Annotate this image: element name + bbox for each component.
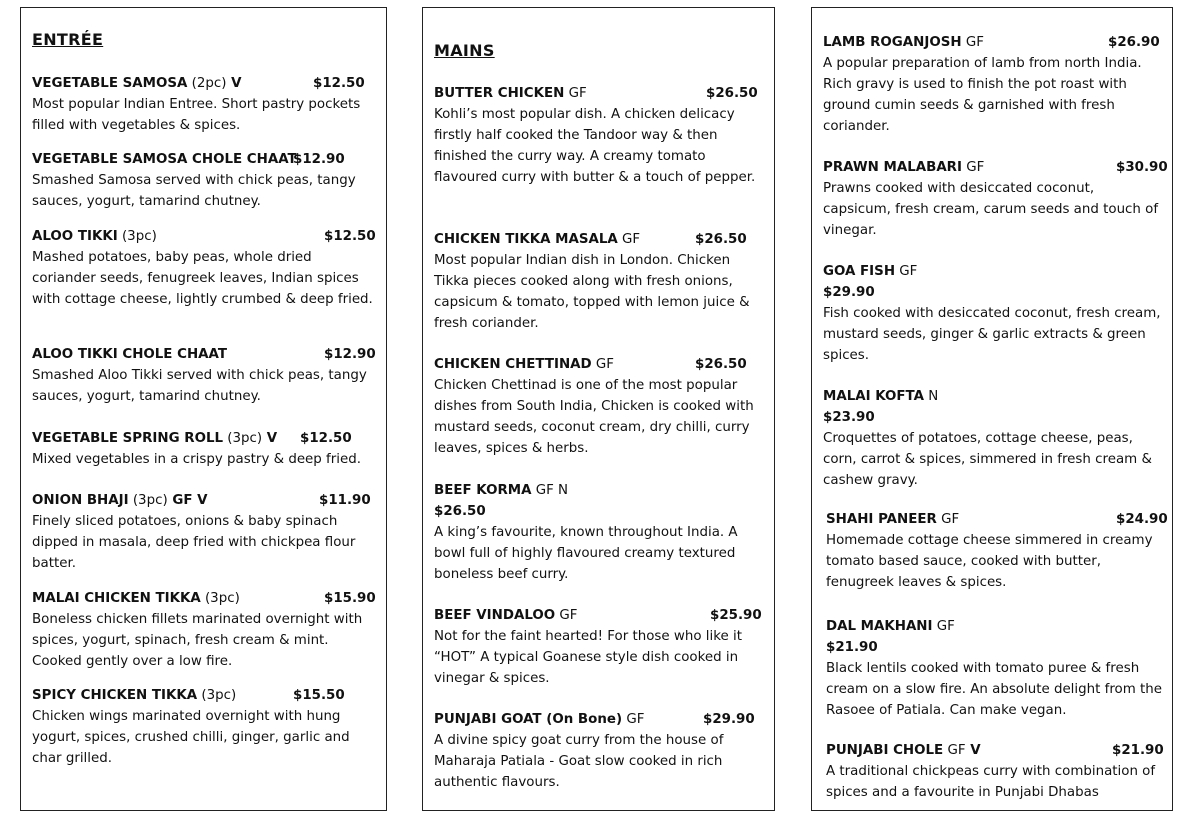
item-price: $25.90 <box>710 608 762 623</box>
item-note: GF <box>622 712 645 727</box>
item-description: Chicken Chettinad is one of the most popular dishes from South India, Chicken is cooked with mustard seeds, coconut cream, dry chilli, curry leaves, spices & herbs. <box>434 378 754 456</box>
item-price: $26.50 <box>434 504 486 519</box>
item-name: SHAHI PANEER <box>826 512 937 527</box>
item-description: Croquettes of potatoes, cottage cheese, peas, corn, carrot & spices, simmered in fresh cream & cashew gravy. <box>823 431 1152 488</box>
item-name: BEEF KORMA <box>434 483 532 498</box>
item-name: SPICY CHICKEN TIKKA <box>32 688 198 703</box>
item-description: A traditional chickpeas curry with combination of spices and a favourite in Punjabi Dhabas <box>826 764 1156 800</box>
item-description: Chicken wings marinated overnight with hung yogurt, spices, crushed chilli, ginger, garlic and char grilled. <box>32 709 350 766</box>
item-tag: GF V <box>167 493 208 508</box>
item-price: $26.50 <box>695 232 747 247</box>
item-note: GF <box>591 357 615 372</box>
item-description: Most popular Indian dish in London. Chicken Tikka pieces cooked along with fresh onions, capsicum & tomato, topped with lemon juice & fresh coriander. <box>434 253 750 331</box>
mains-panel <box>422 7 775 811</box>
item-description: A divine spicy goat curry from the house of Maharaja Patiala - Goat slow cooked in rich authentic flavours. <box>434 733 724 790</box>
menu-item <box>434 480 767 585</box>
item-note: GF <box>564 86 587 101</box>
item-price: $24.90 <box>1116 512 1168 527</box>
menu-item <box>32 73 377 136</box>
item-name: PRAWN MALABARI <box>823 160 962 175</box>
item-description: Homemade cottage cheese simmered in creamy tomato based sauce, cooked with butter, fenugreek leaves & spices. <box>826 533 1153 590</box>
menu-item <box>32 685 377 769</box>
item-description: Smashed Samosa served with chick peas, tangy sauces, yogurt, tamarind chutney. <box>32 173 356 209</box>
menu-item <box>32 344 377 407</box>
menu-item <box>434 605 767 689</box>
item-note: (2pc) <box>187 76 227 91</box>
item-note: GF <box>943 743 966 758</box>
menu-item <box>823 157 1168 241</box>
menu-item <box>32 490 377 574</box>
item-description: Finely sliced potatoes, onions & baby spinach dipped in masala, deep fried with chickpea flour batter. <box>32 514 356 571</box>
item-price: $12.90 <box>293 152 345 167</box>
item-note: GF N <box>531 483 569 498</box>
item-price: $26.50 <box>706 86 758 101</box>
item-note: (3pc) <box>197 688 237 703</box>
menu-item <box>32 149 377 212</box>
item-description: Kohli’s most popular dish. A chicken delicacy firstly half cooked the Tandoor way & then finished the curry way. A creamy tomato flavoured curry with butter & a touch of pepper. <box>434 107 756 185</box>
item-note: GF <box>555 608 578 623</box>
menu-item <box>826 509 1168 593</box>
item-note: (3pc) <box>128 493 168 508</box>
item-description: Mixed vegetables in a crispy pastry & deep fried. <box>32 452 361 467</box>
item-description: Mashed potatoes, baby peas, whole dried coriander seeds, fenugreek leaves, Indian spices with cottage cheese, lightly crumbed & deep fried. <box>32 250 373 307</box>
item-description: A popular preparation of lamb from north India. Rich gravy is used to finish the pot roast with ground cumin seeds & garnished with fresh coriander. <box>823 56 1142 134</box>
item-name: VEGETABLE SAMOSA <box>32 76 188 91</box>
item-price: $30.90 <box>1116 160 1168 175</box>
item-price: $26.90 <box>1108 35 1160 50</box>
menu-item <box>434 229 767 334</box>
item-note: GF <box>932 619 955 634</box>
section-heading-mains: MAINS <box>434 41 495 60</box>
item-name: CHICKEN TIKKA MASALA <box>434 232 618 247</box>
item-price: $12.50 <box>313 76 365 91</box>
entree-panel <box>20 7 387 811</box>
item-name: MALAI CHICKEN TIKKA <box>32 591 201 606</box>
item-description: Prawns cooked with desiccated coconut, capsicum, fresh cream, carum seeds and touch of vinegar. <box>823 181 1159 238</box>
menu-item <box>434 83 767 188</box>
item-name: ALOO TIKKI CHOLE CHAAT <box>32 347 227 362</box>
item-name: BEEF VINDALOO <box>434 608 556 623</box>
item-price: $12.50 <box>300 431 352 446</box>
item-price: $21.90 <box>826 640 878 655</box>
item-description: Smashed Aloo Tikki served with chick peas, tangy sauces, yogurt, tamarind chutney. <box>32 368 367 404</box>
item-tag: V <box>965 743 981 758</box>
item-name: PUNJABI CHOLE <box>826 743 944 758</box>
item-name: ONION BHAJI <box>32 493 129 508</box>
menu-item <box>32 428 377 470</box>
section-heading-entree: ENTRÉE <box>32 30 104 49</box>
item-price: $23.90 <box>823 410 875 425</box>
item-note: GF <box>936 512 960 527</box>
menu-item <box>826 740 1165 803</box>
item-price: $11.90 <box>319 493 371 508</box>
menu-item <box>434 709 767 793</box>
item-description: Fish cooked with desiccated coconut, fresh cream, mustard seeds, ginger & garlic extracts & green spices. <box>823 306 1161 363</box>
item-name: CHICKEN CHETTINAD <box>434 357 592 372</box>
item-note: GF <box>617 232 641 247</box>
item-name: VEGETABLE SPRING ROLL <box>32 431 224 446</box>
item-name: DAL MAKHANI <box>826 619 933 634</box>
item-price: $29.90 <box>703 712 755 727</box>
item-name: BUTTER CHICKEN <box>434 86 565 101</box>
item-price: $12.50 <box>324 229 376 244</box>
menu-item <box>823 386 1165 491</box>
menu-item <box>434 354 767 459</box>
item-description: Most popular Indian Entree. Short pastry pockets filled with vegetables & spices. <box>32 97 361 133</box>
item-description: Not for the faint hearted! For those who like it “HOT” A typical Goanese style dish cooked in vinegar & spices. <box>434 629 742 686</box>
item-price: $15.50 <box>293 688 345 703</box>
menu-item <box>32 226 377 310</box>
item-note: (3pc) <box>117 229 157 244</box>
item-price: $12.90 <box>324 347 376 362</box>
item-name: LAMB ROGANJOSH <box>823 35 962 50</box>
item-description: Boneless chicken fillets marinated overnight with spices, yogurt, spinach, fresh cream & mint. Cooked gently over a low fire. <box>32 612 363 669</box>
item-tag: V <box>262 431 278 446</box>
item-name: PUNJABI GOAT (On Bone) <box>434 712 623 727</box>
mains-continued-panel <box>811 7 1173 811</box>
item-name: GOA FISH <box>823 264 896 279</box>
item-name: VEGETABLE SAMOSA CHOLE CHAAT <box>32 152 297 167</box>
item-note: (3pc) <box>223 431 263 446</box>
item-note: GF <box>961 160 985 175</box>
item-name: ALOO TIKKI <box>32 229 118 244</box>
menu-item <box>826 616 1165 721</box>
item-note: GF <box>961 35 984 50</box>
menu-item <box>823 32 1165 137</box>
item-price: $15.90 <box>324 591 376 606</box>
item-price: $21.90 <box>1112 743 1164 758</box>
item-description: Black lentils cooked with tomato puree & fresh cream on a slow fire. An absolute delight from the Rasoee of Patiala. Can make vegan. <box>826 661 1163 718</box>
item-note: N <box>924 389 939 404</box>
item-price: $29.90 <box>823 285 875 300</box>
item-name: MALAI KOFTA <box>823 389 924 404</box>
item-note: (3pc) <box>200 591 240 606</box>
item-price: $26.50 <box>695 357 747 372</box>
menu-item <box>823 261 1165 366</box>
menu-item <box>32 588 377 672</box>
item-note: GF <box>895 264 918 279</box>
item-description: A king’s favourite, known throughout India. A bowl full of highly flavoured creamy textured boneless beef curry. <box>434 525 738 582</box>
item-tag: V <box>226 76 242 91</box>
